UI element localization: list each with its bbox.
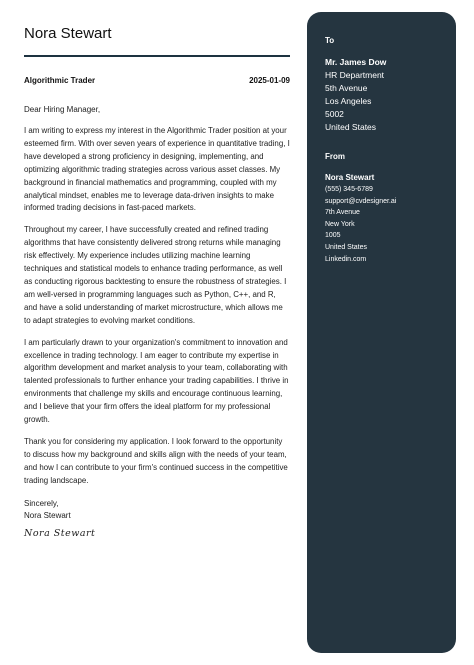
to-label: To (325, 36, 335, 45)
recipient-department: HR Department (325, 70, 385, 80)
recipient-city: Los Angeles (325, 96, 372, 106)
recipient-street: 5th Avenue (325, 83, 368, 93)
sender-linkedin[interactable]: Linkedin.com (325, 255, 367, 263)
letter-main (24, 24, 290, 539)
recipient-country: United States (325, 122, 377, 132)
applicant-name: Nora Stewart (24, 25, 112, 42)
body-paragraph: Throughout my career, I have successfully created and refined trading algorithms that have consistently delivered strong returns while managing risk effectively. My experience includes utilizing machine learning techniques and statistical models to enhance trading performance, as well as conducting rigorous backtesting to ensure the robustness of strategies. I am well-versed in programming languages such as Python, C++, and R, and have a solid understanding of market microstructure, which allows me to adapt strategies to evolving market conditions. (24, 225, 287, 325)
signature: Nora Stewart (24, 527, 96, 539)
job-title: Algorithmic Trader (24, 76, 96, 85)
from-label: From (325, 152, 345, 161)
letter-date: 2025-01-09 (249, 76, 290, 85)
closing-block (24, 498, 290, 523)
recipient-zip: 5002 (325, 109, 344, 119)
sender-zip: 1005 (325, 232, 341, 240)
body-paragraph: I am particularly drawn to your organization's commitment to innovation and excellence in trading technology. I am eager to contribute my expertise in algorithm development and market analysis to your team, collaborating with talented professionals to further enhance your trading capabilities. I thrive in environments that challenge my skills and encourage continuous learning, and I believe that your firm offers the ideal platform for my professional growth. (24, 337, 289, 425)
sender-city: New York (325, 220, 355, 228)
recipient-name: Mr. James Dow (325, 57, 387, 67)
sender-country: United States (325, 243, 368, 251)
sender-phone[interactable]: (555) 345-6789 (325, 186, 373, 193)
letter-meta (24, 76, 290, 85)
sender-name: Nora Stewart (325, 173, 375, 182)
greeting: Dear Hiring Manager, (24, 105, 101, 114)
body-paragraph: Thank you for considering my application. I look forward to the opportunity to discuss how my background and skills align with the needs of your team, and how I can contribute to your firm's continued success in the competitive trading landscape. (24, 436, 288, 485)
body-paragraph: I am writing to express my interest in the Algorithmic Trader position at your esteemed firm. With over seven years of experience in quantitative trading, I have developed a strong proficiency in designing, implementing, and optimizing algorithmic trading strategies across various asset classes. My background in financial mathematics and programming, coupled with my analytical mindset, enables me to leverage data-driven insights to make informed trading decisions in fast-paced markets. (24, 126, 290, 213)
contact-sidebar (307, 12, 456, 653)
sender-street: 7th Avenue (325, 209, 360, 217)
closing-name: Nora Stewart (24, 511, 71, 521)
header-divider (24, 55, 290, 57)
sender-email[interactable]: support@cvdesigner.ai (325, 197, 397, 205)
closing-phrase: Sincerely, (24, 498, 59, 508)
